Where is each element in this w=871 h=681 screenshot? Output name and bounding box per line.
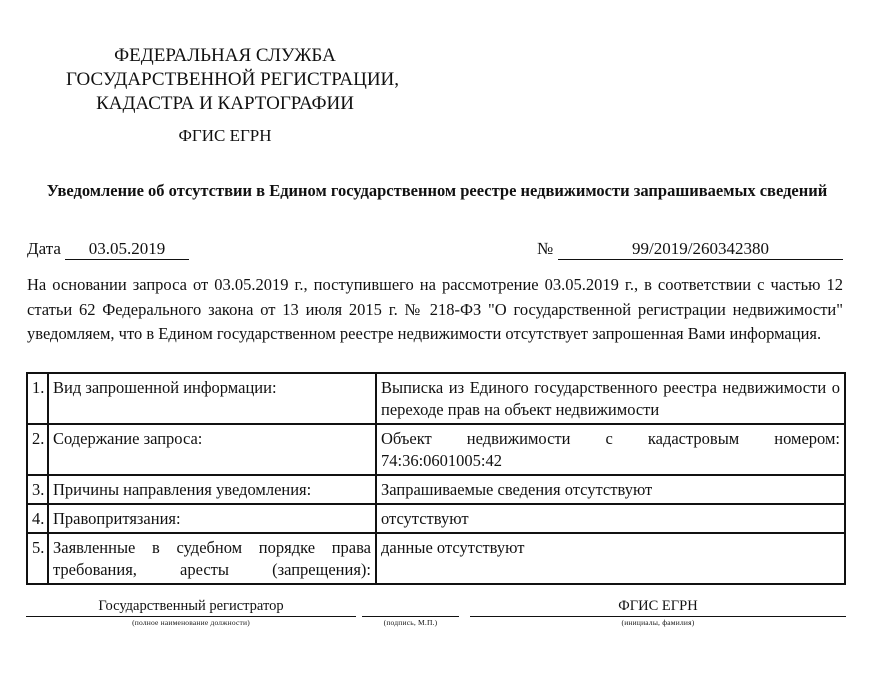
agency-name [66, 44, 400, 116]
row-value: данные отсутствуют [376, 533, 845, 584]
row-key: Вид запрошенной информации: [48, 373, 376, 424]
row-number: 1. [27, 373, 48, 424]
number-value: 99/2019/260342380 [558, 238, 843, 260]
row-value: отсутствуют [376, 504, 845, 533]
notice-paragraph: На основании запроса от 03.05.2019 г., поступившего на рассмотрение 03.05.2019 г., в соответствии с частью 12 статьи 62 Федерального закона от 13 июля 2015 г. № 218-ФЗ "О государственной регистрации недвижимости" уведомляем, что в Едином государственном реестре недвижимости отсутствует запрошенная Вами информация. [27, 275, 843, 343]
row-key: Причины направления уведомления: [48, 475, 376, 504]
info-table [26, 372, 846, 585]
row-key: Правопритязания: [48, 504, 376, 533]
signer-name: ФГИС ЕГРН [618, 598, 698, 614]
signature-hint: (подпись, М.П.) [383, 618, 438, 627]
position-line [26, 616, 356, 617]
table-row [27, 373, 845, 424]
name-line [470, 616, 846, 617]
table-row [27, 424, 845, 475]
agency-line-3: КАДАСТРА И КАРТОГРАФИИ [96, 93, 354, 114]
row-number: 2. [27, 424, 48, 475]
row-value: Объект недвижимости с кадастровым номером: 74:36:0601005:42 [376, 424, 845, 475]
table-row [27, 504, 845, 533]
row-number: 4. [27, 504, 48, 533]
signer-position: Государственный регистратор [98, 598, 284, 614]
name-hint: (инициалы, фамилия) [621, 618, 695, 627]
date-label: Дата [27, 239, 61, 258]
number-label: № [537, 239, 554, 258]
date-value: 03.05.2019 [65, 238, 189, 260]
row-value: Выписка из Единого государственного реестра недвижимости о переходе прав на объект недвижимости [376, 373, 845, 424]
position-hint: (полное наименование должности) [132, 618, 250, 627]
table-row [27, 475, 845, 504]
row-value: Запрашиваемые сведения отсутствуют [376, 475, 845, 504]
row-number: 5. [27, 533, 48, 584]
row-key: Содержание запроса: [48, 424, 376, 475]
table-row [27, 533, 845, 584]
document-title: Уведомление об отсутствии в Едином государственном реестре недвижимости запрашиваемых сведений [46, 181, 828, 200]
signature-line [362, 616, 459, 617]
row-key: Заявленные в судебном порядке права требования, аресты (запрещения): [48, 533, 376, 584]
agency-line-2: ГОСУДАРСТВЕННОЙ РЕГИСТРАЦИИ, [66, 69, 400, 90]
system-name: ФГИС ЕГРН [178, 126, 272, 145]
agency-line-1: ФЕДЕРАЛЬНАЯ СЛУЖБА [114, 45, 336, 66]
row-number: 3. [27, 475, 48, 504]
